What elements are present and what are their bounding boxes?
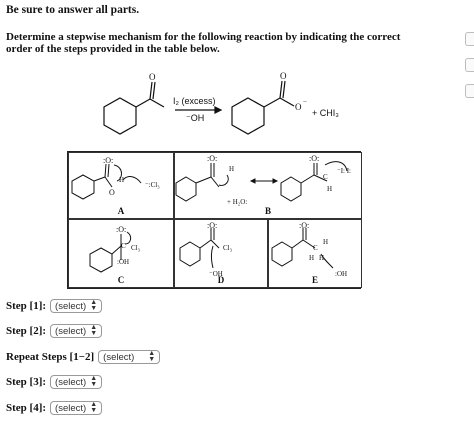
mechanism-step-e[interactable] [268, 219, 362, 288]
select-arrows-icon: ▲ ▼ [148, 350, 156, 363]
select-arrows-icon: ▲ ▼ [90, 401, 98, 414]
step-label-a: A [117, 206, 125, 216]
side-tab[interactable] [465, 58, 474, 72]
svg-text::O:: :O: [309, 154, 320, 163]
fragment: H [327, 185, 333, 193]
fragment: H [229, 165, 235, 173]
step-label-d: D [217, 275, 225, 285]
repeat-steps-select[interactable]: (select) ▲ ▼ [98, 350, 160, 364]
mechanism-step-a[interactable] [68, 152, 174, 219]
step-row [6, 324, 102, 338]
step-3-select[interactable]: (select) ▲ ▼ [50, 375, 102, 389]
step-label: Step [3]: [6, 376, 47, 388]
svg-text:−: − [303, 98, 307, 106]
step-label: Step [1]: [6, 300, 47, 312]
fragment: H [119, 176, 125, 184]
fragment: :OH [335, 270, 348, 278]
mechanism-step-c[interactable] [68, 219, 174, 288]
fragment: H [309, 254, 315, 262]
byproduct: + CHI₃ [312, 108, 339, 118]
step-label: Step [2]: [6, 325, 47, 337]
cyclohexane-ring [232, 98, 264, 134]
fragment: C [313, 244, 318, 252]
select-arrows-icon: ▲ ▼ [90, 375, 98, 388]
svg-text::O:: :O: [299, 221, 310, 230]
reaction-scheme [90, 70, 390, 140]
reagent-top: I₂ (excess) [173, 96, 216, 106]
fragment: H [319, 254, 325, 262]
svg-text:O: O [280, 71, 287, 81]
mechanism-step-b[interactable] [174, 152, 362, 219]
fragment: H [323, 238, 329, 246]
select-arrows-icon: ▲ ▼ [90, 299, 98, 312]
fragment: Cl₃ [131, 244, 141, 252]
step-label: Repeat Steps [1−2] [6, 351, 95, 363]
step-2-select[interactable]: (select) ▲ ▼ [50, 324, 102, 338]
step-label-e: E [311, 275, 318, 285]
fragment: ⁻:Cl₃ [145, 181, 160, 189]
reaction-drawing [90, 70, 390, 140]
select-arrows-icon: ▲ ▼ [90, 324, 98, 337]
step-row [6, 350, 160, 364]
step-label: Step [4]: [6, 402, 47, 414]
svg-text:O: O [149, 72, 156, 82]
svg-text:O: O [295, 102, 302, 112]
step-row [6, 375, 102, 389]
mechanism-step-d[interactable] [174, 219, 268, 288]
fragment: :OH [117, 258, 130, 266]
fragment: C [323, 173, 328, 181]
side-tab[interactable] [465, 84, 474, 98]
fragment: C [121, 242, 126, 250]
svg-text::O:: :O: [207, 221, 218, 230]
step-4-select[interactable]: (select) ▲ ▼ [50, 401, 102, 415]
step-1-select[interactable]: (select) ▲ ▼ [50, 299, 102, 313]
side-tab[interactable] [465, 32, 474, 46]
svg-text:O: O [109, 188, 115, 197]
reagent-bottom: ⁻OH [186, 113, 205, 123]
svg-text::O:: :O: [103, 156, 114, 165]
step-label-c: C [117, 275, 125, 285]
svg-text::O:: :O: [116, 225, 127, 234]
svg-text::O:: :O: [207, 154, 218, 163]
fragment: ⁻I: I: [337, 167, 351, 175]
step-row [6, 401, 102, 415]
fragment: + H₂O: [227, 198, 248, 206]
step-label-b: B [264, 206, 271, 216]
mechanism-table [67, 151, 361, 289]
fragment: Cl₃ [223, 244, 233, 252]
step-row [6, 299, 102, 313]
question-text: Determine a stepwise mechanism for the following reaction by indicating the correct order of the steps provided in the table below. [6, 31, 401, 55]
cyclohexane-ring [104, 98, 136, 134]
instruction-note: Be sure to answer all parts. [6, 4, 140, 16]
fragment: ⁻OH [209, 270, 223, 278]
